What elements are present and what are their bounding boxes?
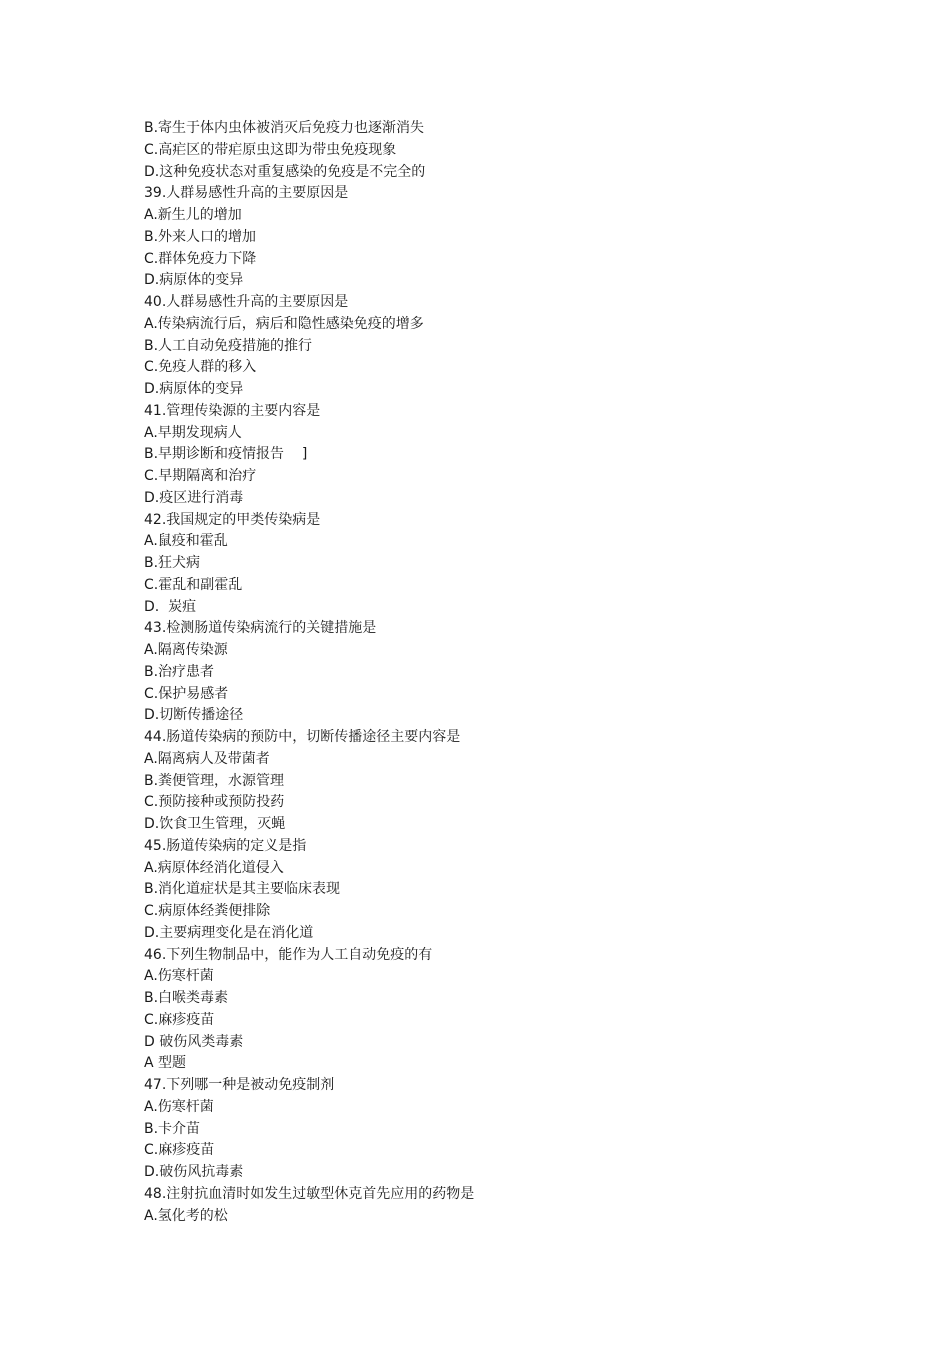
answer-option: A.早期发现病人 — [144, 424, 242, 441]
answer-option: C.高疟区的带疟原虫这即为带虫免疫现象 — [144, 141, 397, 158]
answer-option: A.隔离病人及带菌者 — [144, 750, 270, 767]
answer-option: B.寄生于体内虫体被消灭后免疫力也逐渐消失 — [144, 120, 425, 136]
answer-option: B.人工自动免疫措施的推行 — [144, 337, 313, 354]
answer-option: A.传染病流行后，病后和隐性感染免疫的增多 — [144, 315, 424, 332]
question-stem: 45.肠道传染病的定义是指 — [144, 837, 307, 854]
answer-option: B.卡介苗 — [144, 1120, 201, 1137]
answer-option: D.切断传播途径 — [144, 707, 244, 724]
question-stem: 40.人群易感性升高的主要原因是 — [144, 294, 349, 310]
document-body — [144, 118, 844, 1227]
answer-option: C.保护易感者 — [144, 685, 229, 702]
answer-option: D.这种免疫状态对重复感染的免疫是不完全的 — [144, 163, 426, 180]
answer-option: C.早期隔离和治疗 — [144, 468, 257, 484]
answer-option: A.新生儿的增加 — [144, 207, 242, 223]
answer-option: D.主要病理变化是在消化道 — [144, 924, 314, 941]
question-stem: 48.注射抗血清时如发生过敏型休克首先应用的药物是 — [144, 1185, 475, 1202]
answer-option: D 破伤风类毒素 — [144, 1033, 244, 1050]
answer-option: B.消化道症状是其主要临床表现 — [144, 881, 341, 898]
answer-option: C.麻疹疫苗 — [144, 1011, 215, 1028]
answer-option: B.白喉类毒素 — [144, 990, 229, 1006]
question-stem: 44.肠道传染病的预防中，切断传播途径主要内容是 — [144, 729, 461, 745]
answer-option: B.治疗患者 — [144, 663, 215, 680]
answer-option: A.隔离传染源 — [144, 642, 228, 658]
answer-option: A.鼠疫和霍乱 — [144, 533, 228, 550]
question-stem: 46.下列生物制品中，能作为人工自动免疫的有 — [144, 946, 433, 963]
answer-option: D.破伤风抗毒素 — [144, 1164, 244, 1180]
answer-option: A.伤寒杆菌 — [144, 1098, 214, 1115]
answer-option: B.狂犬病 — [144, 555, 201, 571]
answer-option: C.霍乱和副霍乱 — [144, 576, 243, 593]
answer-option: D.疫区进行消毒 — [144, 489, 244, 506]
answer-option: B.外来人口的增加 — [144, 228, 257, 245]
answer-option: A 型题 — [144, 1055, 187, 1072]
answer-option: D.病原体的变异 — [144, 272, 244, 289]
answer-option: C.免疫人群的移入 — [144, 359, 257, 376]
answer-option: A.伤寒杆菌 — [144, 968, 214, 985]
answer-option: A.氢化考的松 — [144, 1207, 228, 1224]
question-stem: 43.检测肠道传染病流行的关键措施是 — [144, 620, 377, 637]
answer-option: B.粪便管理，水源管理 — [144, 772, 285, 789]
answer-option: C.病原体经粪便排除 — [144, 903, 271, 919]
answer-option: D.病原体的变异 — [144, 381, 244, 397]
question-stem: 47.下列哪一种是被动免疫制剂 — [144, 1077, 335, 1093]
answer-option: C.麻疹疫苗 — [144, 1142, 215, 1159]
answer-option: D.饮食卫生管理，灭蝇 — [144, 816, 286, 832]
question-stem: 41.管理传染源的主要内容是 — [144, 402, 321, 419]
answer-option: C.预防接种或预防投药 — [144, 794, 285, 811]
answer-option: B.早期诊断和疫情报告 ] — [144, 446, 308, 463]
answer-option: D. 炭疽 — [144, 598, 197, 615]
answer-option: C.群体免疫力下降 — [144, 250, 257, 267]
question-stem: 39.人群易感性升高的主要原因是 — [144, 185, 349, 202]
answer-option: A.病原体经消化道侵入 — [144, 859, 284, 876]
question-stem: 42.我国规定的甲类传染病是 — [144, 511, 321, 528]
